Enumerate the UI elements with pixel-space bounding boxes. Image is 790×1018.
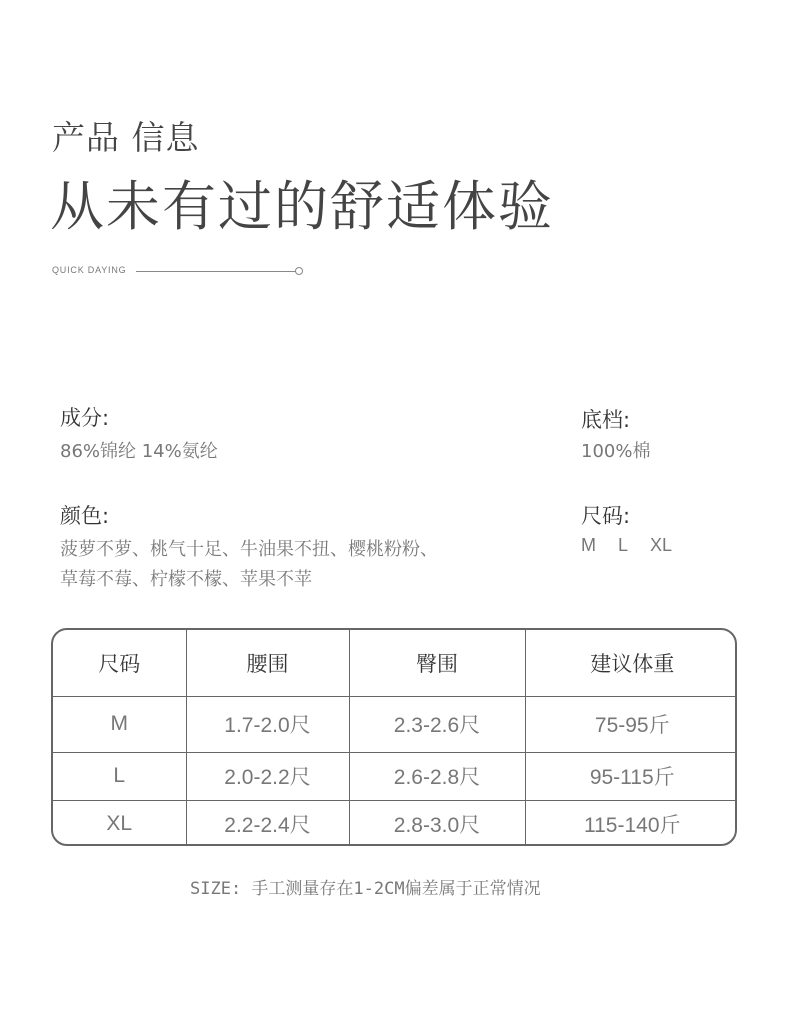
cell-hip: 2.6-2.8尺 bbox=[349, 752, 525, 800]
size-option-m: M bbox=[581, 535, 596, 555]
cell-waist: 2.0-2.2尺 bbox=[186, 752, 349, 800]
size-option-l: L bbox=[618, 535, 629, 555]
table-row bbox=[53, 752, 737, 800]
brand-text: QUICK DAYING bbox=[52, 265, 127, 275]
colors-line-1: 菠萝不萝、桃气十足、牛油果不扭、樱桃粉粉、 bbox=[60, 539, 438, 560]
cell-size: L bbox=[53, 752, 186, 800]
cell-hip: 2.8-3.0尺 bbox=[349, 800, 525, 846]
colors-line-2: 草莓不莓、柠檬不檬、苹果不苹 bbox=[60, 569, 312, 590]
header-size: 尺码 bbox=[53, 630, 186, 696]
crotch-value: 100%棉 bbox=[581, 441, 651, 462]
cell-waist: 1.7-2.0尺 bbox=[186, 696, 349, 752]
sizes-label: 尺码: bbox=[581, 504, 631, 528]
brand-row bbox=[52, 263, 312, 279]
size-option-xl: XL bbox=[650, 535, 673, 555]
header-weight: 建议体重 bbox=[525, 630, 737, 696]
page-title: 从未有过的舒适体验 bbox=[50, 175, 554, 238]
cell-size: XL bbox=[53, 800, 186, 846]
colors-label: 颜色: bbox=[60, 504, 110, 528]
header-waist: 腰围 bbox=[186, 630, 349, 696]
crotch-label: 底档: bbox=[581, 408, 631, 432]
table-row bbox=[53, 800, 737, 846]
table-row bbox=[53, 696, 737, 752]
cell-waist: 2.2-2.4尺 bbox=[186, 800, 349, 846]
cell-weight: 95-115斤 bbox=[525, 752, 737, 800]
cell-weight: 75-95斤 bbox=[525, 696, 737, 752]
size-chart-table bbox=[51, 628, 737, 846]
measurement-note: SIZE: 手工测量存在1-2CM偏差属于正常情况 bbox=[190, 879, 541, 899]
composition-label: 成分: bbox=[60, 406, 110, 430]
cell-size: M bbox=[53, 696, 186, 752]
size-options bbox=[581, 535, 672, 556]
brand-divider bbox=[136, 271, 296, 272]
table-header-row bbox=[53, 630, 737, 696]
circle-dot-icon bbox=[295, 267, 303, 275]
cell-hip: 2.3-2.6尺 bbox=[349, 696, 525, 752]
section-subtitle: 产品 信息 bbox=[52, 118, 200, 157]
header-hip: 臀围 bbox=[349, 630, 525, 696]
cell-weight: 115-140斤 bbox=[583, 814, 681, 838]
composition-value: 86%锦纶 14%氨纶 bbox=[60, 441, 218, 462]
